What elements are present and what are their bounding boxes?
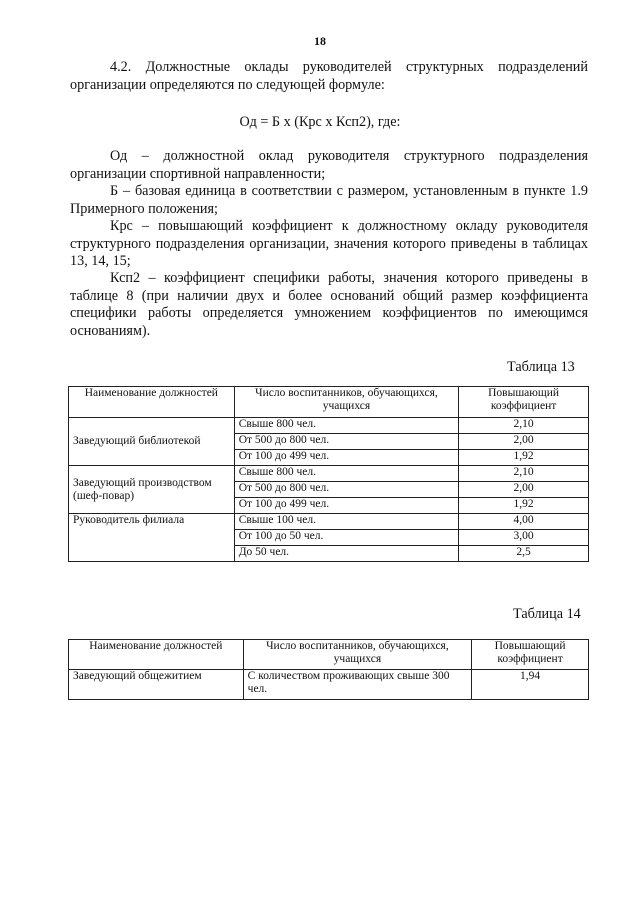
- table-cell-coef: 1,92: [459, 450, 589, 466]
- table13-position-librarian: Заведующий библиотекой: [69, 418, 235, 466]
- table-cell-coef: 4,00: [459, 514, 589, 530]
- table-row: [69, 514, 589, 530]
- table14-header-count: Число воспитанников, обучающихся, учащихся: [243, 640, 471, 670]
- table-cell-coef: 2,00: [459, 482, 589, 498]
- table-cell-coef: 2,10: [459, 418, 589, 434]
- page-number: 18: [314, 34, 326, 48]
- table-cell-count: Свыше 800 чел.: [234, 466, 458, 482]
- table13-header-coef: Повышающий коэффициент: [459, 387, 589, 418]
- table13-caption: Таблица 13: [507, 359, 575, 375]
- table13-header-count: Число воспитанников, обучающихся, учащихся: [234, 387, 458, 418]
- table-cell-count: До 50 чел.: [234, 546, 458, 562]
- paragraph-krs-definition: Крс – повышающий коэффициент к должностному окладу руководителя структурного подразделения организации, значения которого приведены в таблицах 13, 14, 15;: [70, 218, 588, 269]
- table-cell-count: Свыше 800 чел.: [234, 418, 458, 434]
- table-cell-count: От 100 до 499 чел.: [234, 498, 458, 514]
- table-cell-count: От 100 до 499 чел.: [234, 450, 458, 466]
- table-cell-count: Свыше 100 чел.: [234, 514, 458, 530]
- table-cell-count: От 100 до 50 чел.: [234, 530, 458, 546]
- table-cell-coef: 1,94: [472, 670, 589, 700]
- table13-header-row: [69, 387, 589, 418]
- table13-position-chef: Заведующий производством (шеф-повар): [69, 466, 235, 514]
- table14-header-row: [69, 640, 589, 670]
- table-14: [68, 639, 589, 700]
- table14-caption: Таблица 14: [513, 606, 581, 622]
- table-cell-count: С количеством проживающих свыше 300 чел.: [243, 670, 471, 700]
- table-cell-coef: 2,00: [459, 434, 589, 450]
- formula: Од = Б х (Крс х Ксп2), где:: [239, 114, 401, 130]
- table14-header-coef: Повышающий коэффициент: [472, 640, 589, 670]
- table-cell-coef: 1,92: [459, 498, 589, 514]
- table14-position-dorm-head: Заведующий общежитием: [69, 670, 244, 700]
- table-cell-count: От 500 до 800 чел.: [234, 482, 458, 498]
- table-cell-coef: 3,00: [459, 530, 589, 546]
- table-row: [69, 466, 589, 482]
- paragraph-ksp-definition: Ксп2 – коэффициент специфики работы, значения которого приведены в таблице 8 (при наличии двух и более оснований общий размер коэффициента специфики работы определяется умножением коэффициентов по имеющимся основаниям).: [70, 270, 588, 339]
- paragraph-intro: 4.2. Должностные оклады руководителей структурных подразделений организации определяются по следующей формуле:: [70, 59, 588, 93]
- table-13: [68, 386, 589, 562]
- table-cell-coef: 2,5: [459, 546, 589, 562]
- table-row: [69, 418, 589, 434]
- table-cell-count: От 500 до 800 чел.: [234, 434, 458, 450]
- paragraph-b-definition: Б – базовая единица в соответствии с размером, установленным в пункте 1.9 Примерного положения;: [70, 183, 588, 217]
- table13-header-position: Наименование должностей: [69, 387, 235, 418]
- paragraph-od-definition: Од – должностной оклад руководителя структурного подразделения организации спортивной направленности;: [70, 148, 588, 182]
- table-cell-coef: 2,10: [459, 466, 589, 482]
- table-row: [69, 670, 589, 700]
- table14-header-position: Наименование должностей: [69, 640, 244, 670]
- table13-position-branch-head: Руководитель филиала: [69, 514, 235, 562]
